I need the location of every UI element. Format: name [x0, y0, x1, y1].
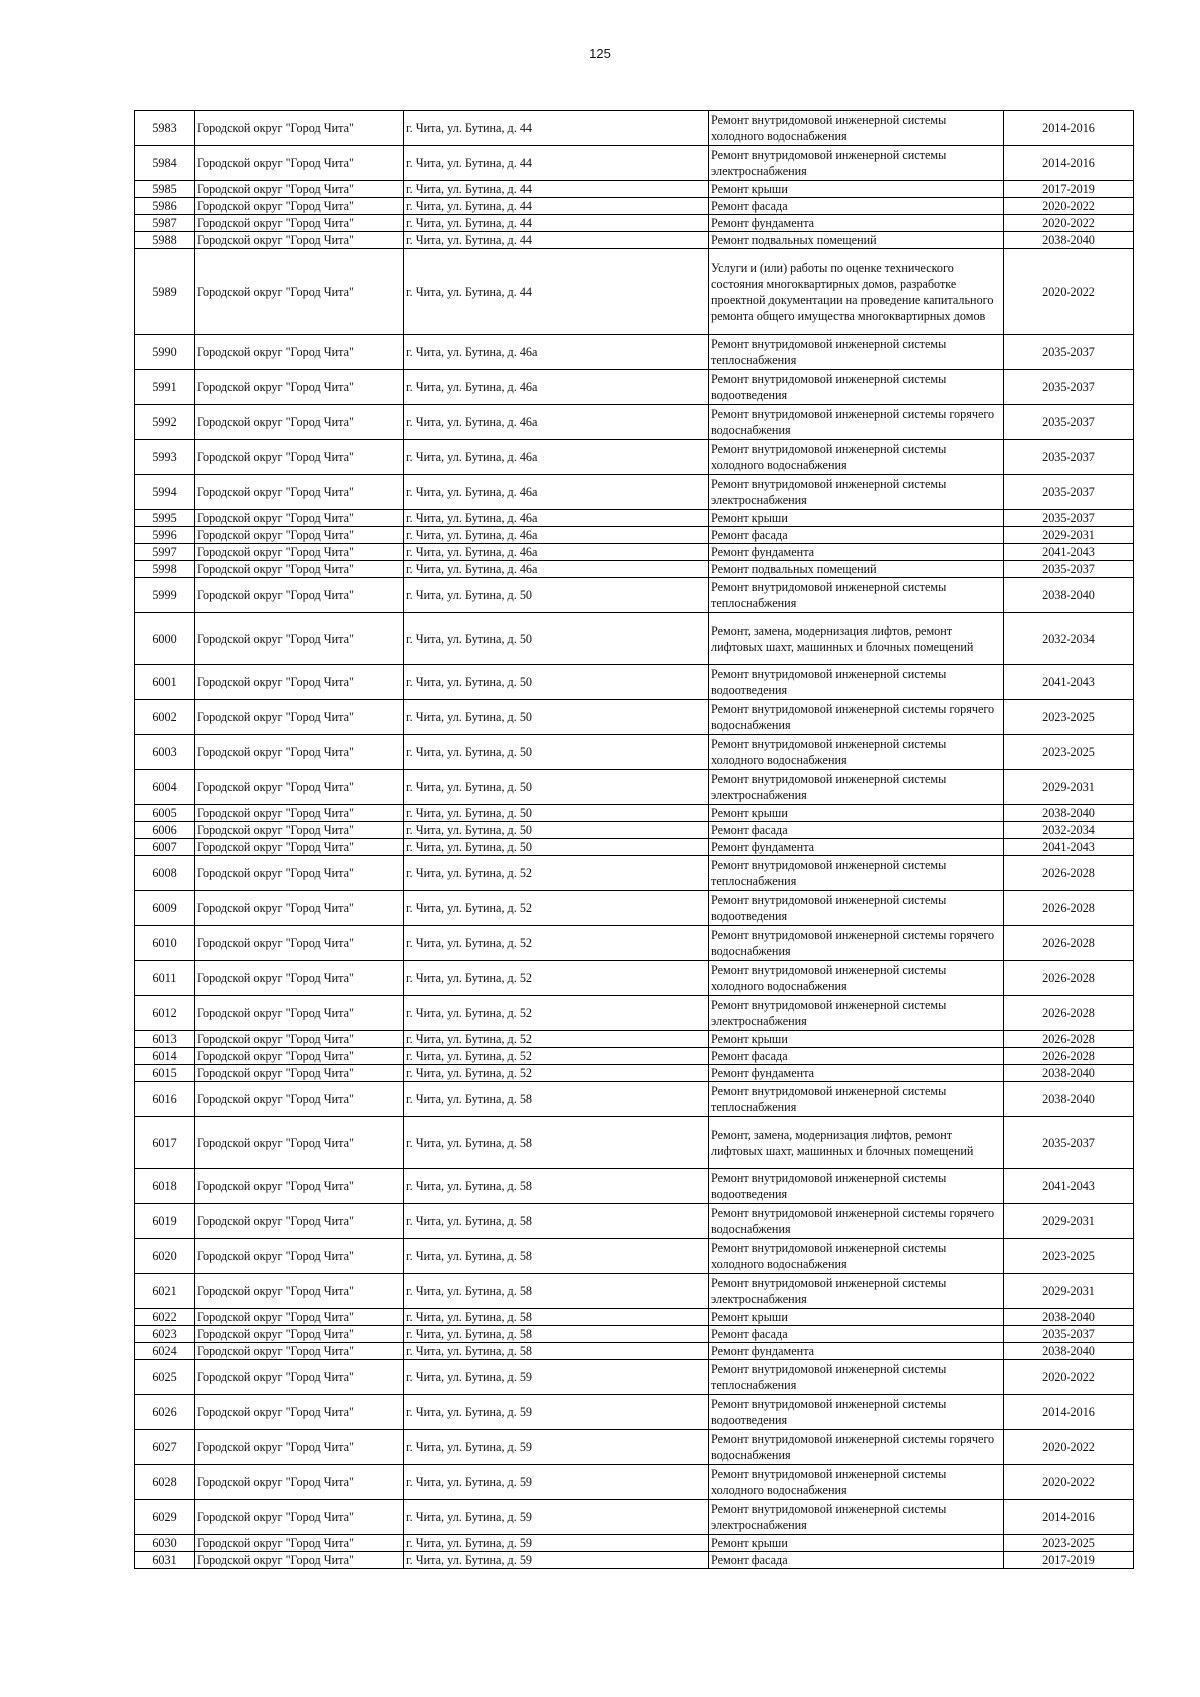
- cell-work-type: Ремонт подвальных помещений: [709, 232, 1004, 249]
- cell-address: г. Чита, ул. Бутина, д. 46а: [404, 544, 709, 561]
- table-row: [135, 146, 1134, 181]
- cell-address: г. Чита, ул. Бутина, д. 59: [404, 1360, 709, 1395]
- cell-row-number: 6017: [135, 1117, 195, 1169]
- table-row: [135, 856, 1134, 891]
- cell-period: 2035-2037: [1004, 510, 1134, 527]
- table-row: [135, 735, 1134, 770]
- cell-municipality: Городской округ "Город Чита": [195, 440, 404, 475]
- cell-municipality: Городской округ "Город Чита": [195, 1117, 404, 1169]
- cell-municipality: Городской округ "Город Чита": [195, 770, 404, 805]
- cell-municipality: Городской округ "Город Чита": [195, 856, 404, 891]
- cell-address: г. Чита, ул. Бутина, д. 52: [404, 1031, 709, 1048]
- cell-period: 2020-2022: [1004, 215, 1134, 232]
- cell-municipality: Городской округ "Город Чита": [195, 1031, 404, 1048]
- cell-period: 2041-2043: [1004, 544, 1134, 561]
- cell-work-type: Ремонт внутридомовой инженерной системы горячего водоснабжения: [709, 700, 1004, 735]
- cell-address: г. Чита, ул. Бутина, д. 58: [404, 1326, 709, 1343]
- cell-period: 2029-2031: [1004, 1274, 1134, 1309]
- cell-work-type: Ремонт внутридомовой инженерной системы электроснабжения: [709, 146, 1004, 181]
- cell-period: 2020-2022: [1004, 249, 1134, 335]
- cell-work-type: Ремонт внутридомовой инженерной системы водоотведения: [709, 665, 1004, 700]
- table-row: [135, 665, 1134, 700]
- cell-address: г. Чита, ул. Бутина, д. 46а: [404, 405, 709, 440]
- cell-period: 2026-2028: [1004, 1048, 1134, 1065]
- cell-address: г. Чита, ул. Бутина, д. 44: [404, 198, 709, 215]
- cell-period: 2026-2028: [1004, 961, 1134, 996]
- cell-row-number: 6005: [135, 805, 195, 822]
- cell-address: г. Чита, ул. Бутина, д. 58: [404, 1169, 709, 1204]
- cell-row-number: 5986: [135, 198, 195, 215]
- cell-row-number: 6025: [135, 1360, 195, 1395]
- capital-repair-table: [134, 110, 1134, 1569]
- cell-period: 2032-2034: [1004, 613, 1134, 665]
- cell-work-type: Ремонт внутридомовой инженерной системы холодного водоснабжения: [709, 1465, 1004, 1500]
- table-row: [135, 1169, 1134, 1204]
- cell-address: г. Чита, ул. Бутина, д. 52: [404, 891, 709, 926]
- cell-address: г. Чита, ул. Бутина, д. 52: [404, 1048, 709, 1065]
- cell-municipality: Городской округ "Город Чита": [195, 527, 404, 544]
- cell-row-number: 5984: [135, 146, 195, 181]
- cell-municipality: Городской округ "Город Чита": [195, 613, 404, 665]
- table-row: [135, 961, 1134, 996]
- table-row: [135, 770, 1134, 805]
- cell-period: 2035-2037: [1004, 475, 1134, 510]
- cell-period: 2038-2040: [1004, 232, 1134, 249]
- cell-municipality: Городской округ "Город Чита": [195, 1343, 404, 1360]
- cell-row-number: 6031: [135, 1552, 195, 1569]
- table-row: [135, 527, 1134, 544]
- cell-municipality: Городской округ "Город Чита": [195, 1465, 404, 1500]
- table-row: [135, 335, 1134, 370]
- cell-work-type: Ремонт внутридомовой инженерной системы холодного водоснабжения: [709, 1239, 1004, 1274]
- cell-municipality: Городской округ "Город Чита": [195, 822, 404, 839]
- table-row: [135, 1552, 1134, 1569]
- cell-work-type: Ремонт крыши: [709, 1031, 1004, 1048]
- cell-row-number: 6020: [135, 1239, 195, 1274]
- cell-municipality: Городской округ "Город Чита": [195, 735, 404, 770]
- cell-row-number: 6029: [135, 1500, 195, 1535]
- cell-work-type: Ремонт внутридомовой инженерной системы холодного водоснабжения: [709, 961, 1004, 996]
- table-row: [135, 249, 1134, 335]
- cell-work-type: Ремонт крыши: [709, 181, 1004, 198]
- cell-address: г. Чита, ул. Бутина, д. 50: [404, 822, 709, 839]
- cell-municipality: Городской округ "Город Чита": [195, 961, 404, 996]
- table-row: [135, 1274, 1134, 1309]
- cell-row-number: 5991: [135, 370, 195, 405]
- cell-work-type: Ремонт внутридомовой инженерной системы водоотведения: [709, 1395, 1004, 1430]
- cell-work-type: Ремонт внутридомовой инженерной системы холодного водоснабжения: [709, 735, 1004, 770]
- cell-period: 2035-2037: [1004, 440, 1134, 475]
- cell-row-number: 5993: [135, 440, 195, 475]
- cell-address: г. Чита, ул. Бутина, д. 46а: [404, 440, 709, 475]
- cell-work-type: Ремонт внутридомовой инженерной системы электроснабжения: [709, 996, 1004, 1031]
- cell-address: г. Чита, ул. Бутина, д. 50: [404, 613, 709, 665]
- cell-address: г. Чита, ул. Бутина, д. 50: [404, 770, 709, 805]
- cell-work-type: Ремонт, замена, модернизация лифтов, ремонт лифтовых шахт, машинных и блочных помещений: [709, 613, 1004, 665]
- cell-row-number: 6023: [135, 1326, 195, 1343]
- cell-row-number: 6001: [135, 665, 195, 700]
- cell-municipality: Городской округ "Город Чита": [195, 805, 404, 822]
- cell-address: г. Чита, ул. Бутина, д. 58: [404, 1082, 709, 1117]
- cell-period: 2023-2025: [1004, 735, 1134, 770]
- table-row: [135, 561, 1134, 578]
- table-row: [135, 1535, 1134, 1552]
- cell-period: 2041-2043: [1004, 665, 1134, 700]
- table-row: [135, 181, 1134, 198]
- cell-period: 2035-2037: [1004, 1117, 1134, 1169]
- cell-period: 2026-2028: [1004, 926, 1134, 961]
- cell-work-type: Ремонт, замена, модернизация лифтов, ремонт лифтовых шахт, машинных и блочных помещений: [709, 1117, 1004, 1169]
- cell-municipality: Городской округ "Город Чита": [195, 232, 404, 249]
- table-row: [135, 1343, 1134, 1360]
- cell-period: 2029-2031: [1004, 1204, 1134, 1239]
- cell-row-number: 6014: [135, 1048, 195, 1065]
- cell-period: 2038-2040: [1004, 578, 1134, 613]
- cell-municipality: Городской округ "Город Чита": [195, 1309, 404, 1326]
- cell-address: г. Чита, ул. Бутина, д. 52: [404, 1065, 709, 1082]
- cell-row-number: 5988: [135, 232, 195, 249]
- cell-period: 2020-2022: [1004, 1360, 1134, 1395]
- cell-municipality: Городской округ "Город Чита": [195, 926, 404, 961]
- cell-work-type: Ремонт внутридомовой инженерной системы горячего водоснабжения: [709, 926, 1004, 961]
- cell-period: 2017-2019: [1004, 181, 1134, 198]
- cell-address: г. Чита, ул. Бутина, д. 59: [404, 1552, 709, 1569]
- cell-work-type: Ремонт внутридомовой инженерной системы водоотведения: [709, 891, 1004, 926]
- cell-row-number: 6009: [135, 891, 195, 926]
- cell-address: г. Чита, ул. Бутина, д. 52: [404, 961, 709, 996]
- cell-period: 2023-2025: [1004, 700, 1134, 735]
- table-row: [135, 198, 1134, 215]
- table-row: [135, 1465, 1134, 1500]
- cell-row-number: 5987: [135, 215, 195, 232]
- table-row: [135, 1500, 1134, 1535]
- cell-municipality: Городской округ "Город Чита": [195, 1500, 404, 1535]
- cell-address: г. Чита, ул. Бутина, д. 44: [404, 249, 709, 335]
- cell-municipality: Городской округ "Город Чита": [195, 111, 404, 146]
- cell-municipality: Городской округ "Город Чита": [195, 1552, 404, 1569]
- cell-work-type: Ремонт внутридомовой инженерной системы теплоснабжения: [709, 1360, 1004, 1395]
- cell-period: 2032-2034: [1004, 822, 1134, 839]
- cell-municipality: Городской округ "Город Чита": [195, 996, 404, 1031]
- table-body: [135, 111, 1134, 1569]
- cell-period: 2023-2025: [1004, 1239, 1134, 1274]
- cell-address: г. Чита, ул. Бутина, д. 44: [404, 181, 709, 198]
- cell-address: г. Чита, ул. Бутина, д. 50: [404, 665, 709, 700]
- cell-row-number: 5998: [135, 561, 195, 578]
- table-row: [135, 475, 1134, 510]
- cell-municipality: Городской округ "Город Чита": [195, 578, 404, 613]
- cell-address: г. Чита, ул. Бутина, д. 50: [404, 805, 709, 822]
- cell-row-number: 6003: [135, 735, 195, 770]
- cell-municipality: Городской округ "Город Чита": [195, 839, 404, 856]
- cell-period: 2041-2043: [1004, 1169, 1134, 1204]
- cell-row-number: 6010: [135, 926, 195, 961]
- cell-address: г. Чита, ул. Бутина, д. 46а: [404, 527, 709, 544]
- table-row: [135, 839, 1134, 856]
- page-number: 125: [589, 46, 611, 61]
- cell-municipality: Городской округ "Город Чита": [195, 215, 404, 232]
- table-row: [135, 1430, 1134, 1465]
- cell-address: г. Чита, ул. Бутина, д. 52: [404, 926, 709, 961]
- cell-work-type: Ремонт внутридомовой инженерной системы водоотведения: [709, 1169, 1004, 1204]
- cell-address: г. Чита, ул. Бутина, д. 46а: [404, 510, 709, 527]
- table-row: [135, 1117, 1134, 1169]
- cell-work-type: Ремонт внутридомовой инженерной системы теплоснабжения: [709, 856, 1004, 891]
- table-row: [135, 544, 1134, 561]
- cell-work-type: Ремонт внутридомовой инженерной системы горячего водоснабжения: [709, 1204, 1004, 1239]
- cell-address: г. Чита, ул. Бутина, д. 59: [404, 1395, 709, 1430]
- cell-row-number: 6018: [135, 1169, 195, 1204]
- cell-period: 2029-2031: [1004, 770, 1134, 805]
- cell-row-number: 6008: [135, 856, 195, 891]
- cell-period: 2035-2037: [1004, 370, 1134, 405]
- cell-period: 2038-2040: [1004, 1309, 1134, 1326]
- cell-row-number: 5989: [135, 249, 195, 335]
- cell-work-type: Ремонт фасада: [709, 1326, 1004, 1343]
- cell-period: 2035-2037: [1004, 561, 1134, 578]
- cell-row-number: 5985: [135, 181, 195, 198]
- cell-municipality: Городской округ "Город Чита": [195, 475, 404, 510]
- cell-municipality: Городской округ "Город Чита": [195, 198, 404, 215]
- cell-row-number: 5983: [135, 111, 195, 146]
- cell-row-number: 6030: [135, 1535, 195, 1552]
- cell-address: г. Чита, ул. Бутина, д. 50: [404, 735, 709, 770]
- cell-municipality: Городской округ "Город Чита": [195, 1082, 404, 1117]
- cell-work-type: Ремонт крыши: [709, 1309, 1004, 1326]
- cell-work-type: Ремонт подвальных помещений: [709, 561, 1004, 578]
- cell-address: г. Чита, ул. Бутина, д. 50: [404, 839, 709, 856]
- cell-work-type: Ремонт внутридомовой инженерной системы холодного водоснабжения: [709, 440, 1004, 475]
- cell-work-type: Ремонт крыши: [709, 510, 1004, 527]
- cell-municipality: Городской округ "Город Чита": [195, 1430, 404, 1465]
- cell-period: 2038-2040: [1004, 1065, 1134, 1082]
- cell-work-type: Ремонт фасада: [709, 1552, 1004, 1569]
- table-row: [135, 1395, 1134, 1430]
- cell-municipality: Городской округ "Город Чита": [195, 370, 404, 405]
- table-row: [135, 700, 1134, 735]
- cell-work-type: Ремонт фундамента: [709, 1065, 1004, 1082]
- cell-work-type: Ремонт внутридомовой инженерной системы электроснабжения: [709, 1500, 1004, 1535]
- cell-address: г. Чита, ул. Бутина, д. 46а: [404, 370, 709, 405]
- cell-work-type: Ремонт фасада: [709, 527, 1004, 544]
- cell-work-type: Ремонт внутридомовой инженерной системы электроснабжения: [709, 475, 1004, 510]
- cell-address: г. Чита, ул. Бутина, д. 46а: [404, 561, 709, 578]
- table-row: [135, 1048, 1134, 1065]
- cell-address: г. Чита, ул. Бутина, д. 58: [404, 1204, 709, 1239]
- cell-address: г. Чита, ул. Бутина, д. 44: [404, 111, 709, 146]
- table-row: [135, 1065, 1134, 1082]
- cell-municipality: Городской округ "Город Чита": [195, 1169, 404, 1204]
- cell-address: г. Чита, ул. Бутина, д. 52: [404, 856, 709, 891]
- table-row: [135, 996, 1134, 1031]
- cell-row-number: 6011: [135, 961, 195, 996]
- cell-work-type: Ремонт крыши: [709, 1535, 1004, 1552]
- cell-row-number: 6015: [135, 1065, 195, 1082]
- cell-address: г. Чита, ул. Бутина, д. 59: [404, 1465, 709, 1500]
- cell-municipality: Городской округ "Город Чита": [195, 405, 404, 440]
- cell-work-type: Ремонт внутридомовой инженерной системы водоотведения: [709, 370, 1004, 405]
- table-row: [135, 805, 1134, 822]
- cell-period: 2014-2016: [1004, 146, 1134, 181]
- cell-row-number: 6002: [135, 700, 195, 735]
- cell-work-type: Ремонт фундамента: [709, 544, 1004, 561]
- cell-municipality: Городской округ "Город Чита": [195, 1395, 404, 1430]
- cell-row-number: 6013: [135, 1031, 195, 1048]
- cell-work-type: Услуги и (или) работы по оценке технического состояния многоквартирных домов, разработке проектной документации на проведение капитального ремонта общего имущества многоквартирных домов: [709, 249, 1004, 335]
- cell-address: г. Чита, ул. Бутина, д. 44: [404, 146, 709, 181]
- cell-period: 2020-2022: [1004, 198, 1134, 215]
- cell-period: 2035-2037: [1004, 1326, 1134, 1343]
- table-row: [135, 1360, 1134, 1395]
- cell-address: г. Чита, ул. Бутина, д. 44: [404, 215, 709, 232]
- cell-work-type: Ремонт внутридомовой инженерной системы горячего водоснабжения: [709, 405, 1004, 440]
- cell-address: г. Чита, ул. Бутина, д. 50: [404, 578, 709, 613]
- cell-row-number: 6000: [135, 613, 195, 665]
- table-row: [135, 510, 1134, 527]
- table-row: [135, 822, 1134, 839]
- cell-row-number: 5996: [135, 527, 195, 544]
- table-row: [135, 1031, 1134, 1048]
- cell-row-number: 6021: [135, 1274, 195, 1309]
- cell-work-type: Ремонт внутридомовой инженерной системы электроснабжения: [709, 1274, 1004, 1309]
- cell-row-number: 6006: [135, 822, 195, 839]
- cell-municipality: Городской округ "Город Чита": [195, 700, 404, 735]
- cell-row-number: 6028: [135, 1465, 195, 1500]
- cell-address: г. Чита, ул. Бутина, д. 58: [404, 1309, 709, 1326]
- cell-municipality: Городской округ "Город Чита": [195, 1360, 404, 1395]
- cell-work-type: Ремонт внутридомовой инженерной системы теплоснабжения: [709, 335, 1004, 370]
- cell-period: 2014-2016: [1004, 111, 1134, 146]
- cell-address: г. Чита, ул. Бутина, д. 52: [404, 996, 709, 1031]
- cell-row-number: 5997: [135, 544, 195, 561]
- cell-period: 2038-2040: [1004, 1343, 1134, 1360]
- cell-period: 2035-2037: [1004, 335, 1134, 370]
- cell-period: 2017-2019: [1004, 1552, 1134, 1569]
- cell-row-number: 6007: [135, 839, 195, 856]
- cell-municipality: Городской округ "Город Чита": [195, 665, 404, 700]
- cell-work-type: Ремонт внутридомовой инженерной системы электроснабжения: [709, 770, 1004, 805]
- cell-period: 2020-2022: [1004, 1430, 1134, 1465]
- cell-municipality: Городской округ "Город Чита": [195, 1204, 404, 1239]
- cell-period: 2026-2028: [1004, 1031, 1134, 1048]
- cell-work-type: Ремонт крыши: [709, 805, 1004, 822]
- cell-address: г. Чита, ул. Бутина, д. 58: [404, 1239, 709, 1274]
- cell-municipality: Городской округ "Город Чита": [195, 510, 404, 527]
- cell-municipality: Городской округ "Город Чита": [195, 1535, 404, 1552]
- cell-row-number: 6004: [135, 770, 195, 805]
- cell-period: 2038-2040: [1004, 805, 1134, 822]
- table-row: [135, 1309, 1134, 1326]
- cell-municipality: Городской округ "Город Чита": [195, 561, 404, 578]
- cell-row-number: 5994: [135, 475, 195, 510]
- cell-row-number: 5995: [135, 510, 195, 527]
- table-row: [135, 370, 1134, 405]
- cell-row-number: 6022: [135, 1309, 195, 1326]
- cell-work-type: Ремонт внутридомовой инженерной системы горячего водоснабжения: [709, 1430, 1004, 1465]
- cell-work-type: Ремонт фундамента: [709, 1343, 1004, 1360]
- cell-period: 2029-2031: [1004, 527, 1134, 544]
- cell-address: г. Чита, ул. Бутина, д. 50: [404, 700, 709, 735]
- cell-period: 2035-2037: [1004, 405, 1134, 440]
- table-row: [135, 891, 1134, 926]
- cell-address: г. Чита, ул. Бутина, д. 46а: [404, 475, 709, 510]
- cell-row-number: 6019: [135, 1204, 195, 1239]
- cell-municipality: Городской округ "Город Чита": [195, 335, 404, 370]
- cell-period: 2041-2043: [1004, 839, 1134, 856]
- cell-municipality: Городской округ "Город Чита": [195, 1326, 404, 1343]
- cell-address: г. Чита, ул. Бутина, д. 58: [404, 1117, 709, 1169]
- cell-row-number: 5999: [135, 578, 195, 613]
- cell-municipality: Городской округ "Город Чита": [195, 1274, 404, 1309]
- cell-row-number: 6016: [135, 1082, 195, 1117]
- cell-work-type: Ремонт фасада: [709, 1048, 1004, 1065]
- cell-address: г. Чита, ул. Бутина, д. 59: [404, 1535, 709, 1552]
- cell-period: 2026-2028: [1004, 891, 1134, 926]
- cell-period: 2014-2016: [1004, 1500, 1134, 1535]
- cell-address: г. Чита, ул. Бутина, д. 59: [404, 1500, 709, 1535]
- cell-municipality: Городской округ "Город Чита": [195, 249, 404, 335]
- cell-municipality: Городской округ "Город Чита": [195, 181, 404, 198]
- table-row: [135, 440, 1134, 475]
- cell-address: г. Чита, ул. Бутина, д. 44: [404, 232, 709, 249]
- cell-work-type: Ремонт фасада: [709, 198, 1004, 215]
- cell-work-type: Ремонт фундамента: [709, 215, 1004, 232]
- cell-period: 2014-2016: [1004, 1395, 1134, 1430]
- table-row: [135, 405, 1134, 440]
- cell-address: г. Чита, ул. Бутина, д. 59: [404, 1430, 709, 1465]
- table-row: [135, 613, 1134, 665]
- table-row: [135, 232, 1134, 249]
- table-row: [135, 1204, 1134, 1239]
- cell-row-number: 6024: [135, 1343, 195, 1360]
- cell-address: г. Чита, ул. Бутина, д. 58: [404, 1343, 709, 1360]
- cell-address: г. Чита, ул. Бутина, д. 58: [404, 1274, 709, 1309]
- cell-work-type: Ремонт внутридомовой инженерной системы холодного водоснабжения: [709, 111, 1004, 146]
- cell-municipality: Городской округ "Город Чита": [195, 1065, 404, 1082]
- table-row: [135, 215, 1134, 232]
- table-row: [135, 111, 1134, 146]
- table-row: [135, 578, 1134, 613]
- cell-row-number: 6012: [135, 996, 195, 1031]
- table-row: [135, 1082, 1134, 1117]
- cell-municipality: Городской округ "Город Чита": [195, 544, 404, 561]
- cell-work-type: Ремонт внутридомовой инженерной системы теплоснабжения: [709, 1082, 1004, 1117]
- cell-row-number: 5992: [135, 405, 195, 440]
- cell-row-number: 6026: [135, 1395, 195, 1430]
- table-row: [135, 1239, 1134, 1274]
- cell-address: г. Чита, ул. Бутина, д. 46а: [404, 335, 709, 370]
- cell-row-number: 5990: [135, 335, 195, 370]
- cell-period: 2023-2025: [1004, 1535, 1134, 1552]
- table-row: [135, 1326, 1134, 1343]
- cell-row-number: 6027: [135, 1430, 195, 1465]
- table-row: [135, 926, 1134, 961]
- cell-work-type: Ремонт фундамента: [709, 839, 1004, 856]
- cell-municipality: Городской округ "Город Чита": [195, 146, 404, 181]
- cell-municipality: Городской округ "Город Чита": [195, 1239, 404, 1274]
- cell-work-type: Ремонт фасада: [709, 822, 1004, 839]
- cell-period: 2026-2028: [1004, 856, 1134, 891]
- cell-municipality: Городской округ "Город Чита": [195, 1048, 404, 1065]
- cell-period: 2026-2028: [1004, 996, 1134, 1031]
- cell-work-type: Ремонт внутридомовой инженерной системы теплоснабжения: [709, 578, 1004, 613]
- cell-municipality: Городской округ "Город Чита": [195, 891, 404, 926]
- cell-period: 2020-2022: [1004, 1465, 1134, 1500]
- cell-period: 2038-2040: [1004, 1082, 1134, 1117]
